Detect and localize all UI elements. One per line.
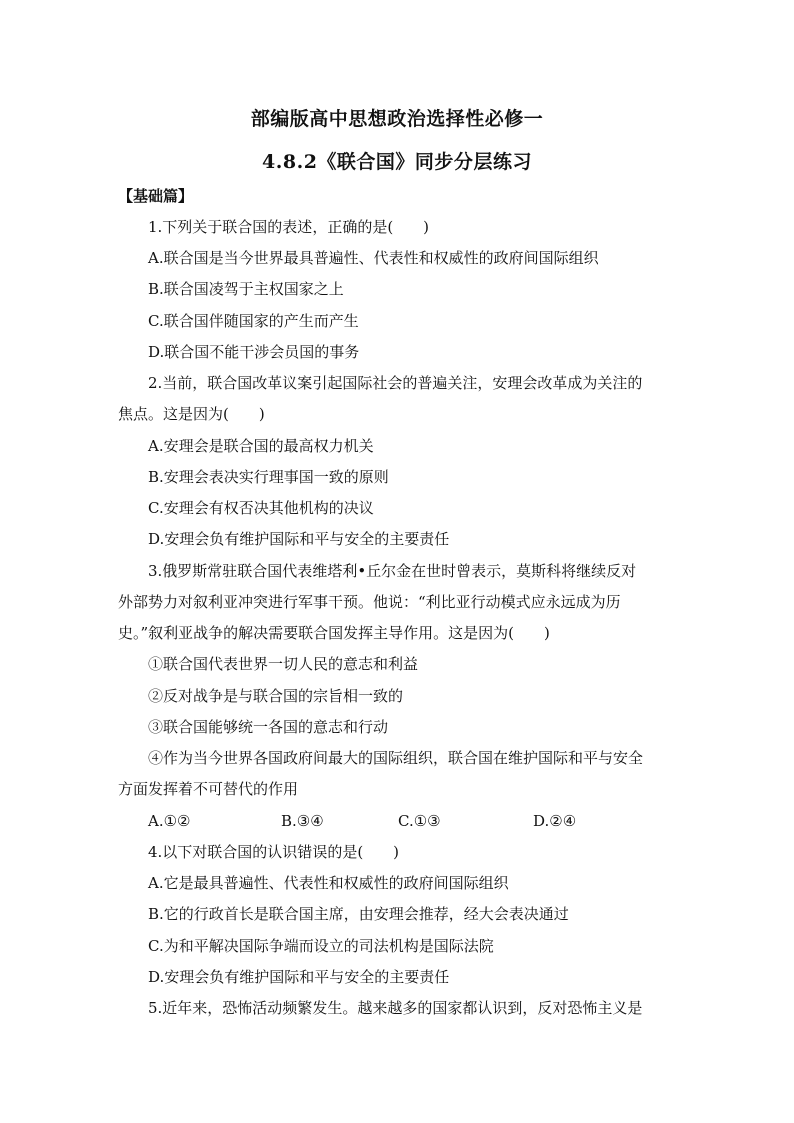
question-1-option-d: D.联合国不能干涉会员国的事务: [148, 343, 360, 361]
question-3-stem-line-3: 史。”叙利亚战争的解决需要联合国发挥主导作用。这是因为( ): [118, 624, 550, 642]
question-2-option-d: D.安理会负有维护国际和平与安全的主要责任: [148, 530, 450, 548]
question-1-option-c: C.联合国伴随国家的产生而产生: [148, 312, 359, 330]
question-5-stem-line-1: 5.近年来，恐怖活动频繁发生。越来越多的国家都认识到，反对恐怖主义是: [148, 999, 643, 1017]
question-2-option-c: C.安理会有权否决其他机构的决议: [148, 499, 374, 517]
question-3-stem-line-2: 外部势力对叙利亚冲突进行军事干预。他说：“利比亚行动模式应永远成为历: [118, 593, 621, 611]
question-3-option-b: B.③④: [281, 812, 324, 830]
question-3-statement-4-line-1: ④作为当今世界各国政府间最大的国际组织，联合国在维护国际和平与安全: [148, 749, 644, 767]
question-1-option-a: A.联合国是当今世界最具普遍性、代表性和权威性的政府间国际组织: [148, 249, 599, 267]
section-label-basic: 【基础篇】: [118, 187, 194, 205]
question-3-stem-line-1: 3.俄罗斯常驻联合国代表维塔利•丘尔金在世时曾表示，莫斯科将继续反对: [148, 562, 637, 580]
question-2-stem-line-1: 2.当前，联合国改革议案引起国际社会的普遍关注，安理会改革成为关注的: [148, 374, 643, 392]
question-3-statement-2: ②反对战争是与联合国的宗旨相一致的: [148, 687, 404, 705]
question-3-option-c: C.①③: [398, 812, 441, 830]
question-4-option-d: D.安理会负有维护国际和平与安全的主要责任: [148, 968, 450, 986]
question-3-option-d: D.②④: [533, 812, 577, 830]
document-title: 部编版高中思想政治选择性必修一: [250, 108, 544, 130]
question-1-option-b: B.联合国凌驾于主权国家之上: [148, 280, 344, 298]
question-4-option-c: C.为和平解决国际争端而设立的司法机构是国际法院: [148, 937, 494, 955]
question-4-option-b: B.它的行政首长是联合国主席，由安理会推荐，经大会表决通过: [148, 905, 569, 923]
question-1-stem: 1.下列关于联合国的表述，正确的是( ): [148, 218, 430, 236]
question-3-statement-4-line-2: 方面发挥着不可替代的作用: [118, 780, 299, 798]
question-3-statement-3: ③联合国能够统一各国的意志和行动: [148, 718, 389, 736]
document-subtitle: 4.8.2《联合国》同步分层练习: [262, 151, 532, 173]
question-3-option-a: A.①②: [148, 812, 191, 830]
question-2-stem-line-2: 焦点。这是因为( ): [118, 405, 265, 423]
question-4-option-a: A.它是最具普遍性、代表性和权威性的政府间国际组织: [148, 874, 509, 892]
question-3-statement-1: ①联合国代表世界一切人民的意志和利益: [148, 655, 419, 673]
question-4-stem: 4.以下对联合国的认识错误的是( ): [148, 843, 400, 861]
question-2-option-a: A.安理会是联合国的最高权力机关: [148, 437, 374, 455]
question-2-option-b: B.安理会表决实行理事国一致的原则: [148, 468, 389, 486]
